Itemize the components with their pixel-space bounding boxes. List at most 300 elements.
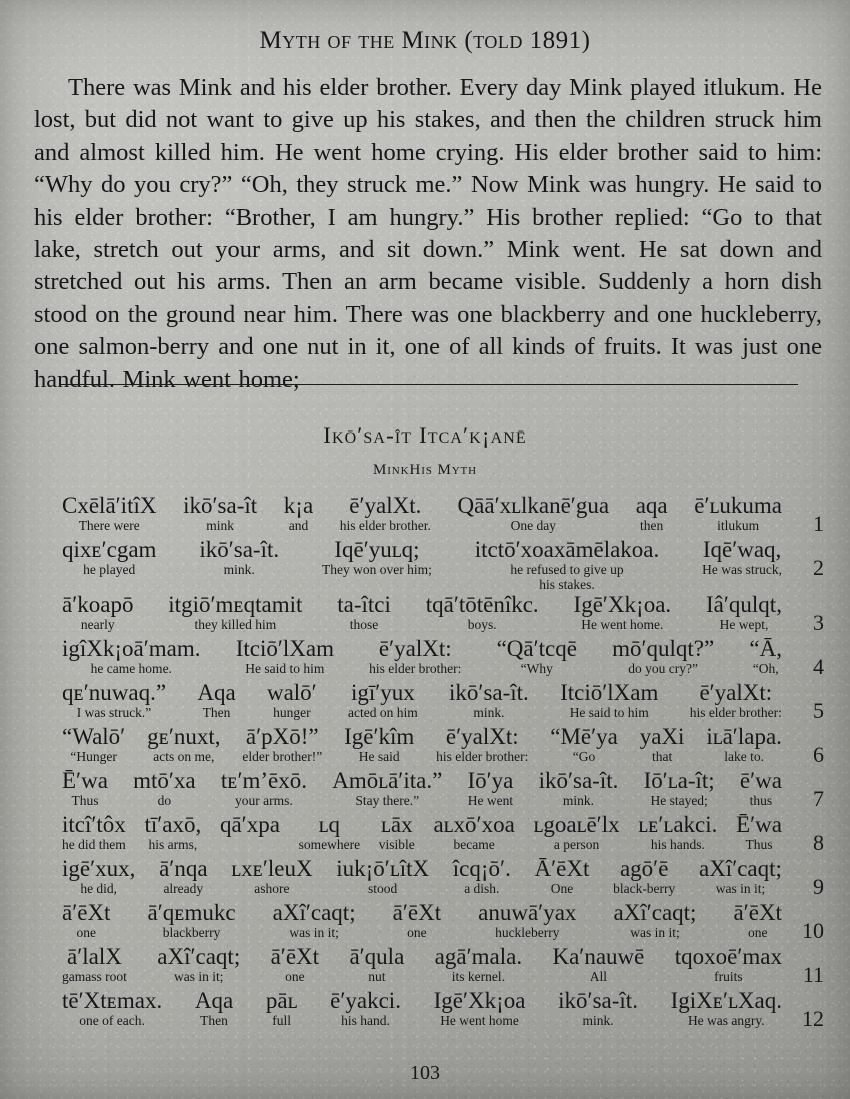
- interlinear-word: [367, 636, 463, 677]
- native-word: ikō′sa-ît.: [558, 988, 638, 1014]
- english-gloss: one: [407, 925, 427, 941]
- interlinear-word: [219, 768, 309, 809]
- native-word: ʟq: [318, 812, 341, 838]
- english-gloss: He said to him: [569, 705, 649, 721]
- english-gloss: then: [640, 518, 664, 534]
- interlinear-word: [346, 680, 420, 721]
- native-word: anuwā′yax: [478, 900, 577, 926]
- interlinear-word: [338, 493, 433, 534]
- english-gloss: a dish.: [464, 881, 500, 897]
- native-word: IgiXᴇ′ʟXaq.: [670, 988, 782, 1014]
- interlinear-word: [704, 592, 784, 633]
- interlinear-word: [181, 493, 259, 534]
- interlinear-line: [60, 537, 824, 592]
- interlinear-word: [391, 900, 443, 941]
- english-gloss: gamass root: [62, 969, 127, 985]
- interlinear-line: [60, 592, 824, 636]
- native-word: yaXi: [639, 724, 685, 750]
- interlinear-cells: [60, 900, 784, 941]
- english-gloss: fruits: [714, 969, 743, 985]
- native-word: tē′Xtᴇmax.: [62, 988, 163, 1014]
- interlinear-word: [572, 592, 674, 633]
- native-word: Iō′ʟa-ît;: [643, 768, 715, 794]
- interlinear-word: [556, 988, 640, 1029]
- english-gloss: nut: [368, 969, 386, 985]
- english-gloss: that: [651, 749, 673, 765]
- native-word: ā′ēXt: [270, 944, 320, 970]
- interlinear-line: [60, 768, 824, 812]
- native-word: ā′ēXt: [733, 900, 782, 926]
- native-word: tᴇ′m’ēxō.: [220, 768, 307, 794]
- interlinear-word: [700, 537, 784, 578]
- interlinear-word: [558, 680, 660, 721]
- interlinear-word: [60, 900, 112, 941]
- native-word: igîXk¡oā′mam.: [62, 636, 201, 662]
- native-word: ʟxᴇ′leuX: [231, 856, 313, 882]
- native-word: ē′yalXt:: [445, 724, 519, 750]
- line-number: 11: [802, 962, 824, 988]
- english-gloss: mink.: [223, 562, 255, 578]
- body-paragraph-text: There was Mink and his elder brother. Every day Mink played itlukum. He lost, but did not want to give up his stakes, and then the children struck him and almost killed him. He went home crying. His elder brother said to him: “Why do you cry?” “Oh, they struck me.” Now Mink was hungry. He said to his elder brother: “Brother, I am hungry.” His brother replied: “Go to that lake, stretch out your arms, and sit down.” Mink went. He sat down and stretched out his arms. Then an arm became visible. Suddenly a horn dish stood on the ground near him. There was one blackberry and one huckleberry, one salmon-berry and one nut in it, one of all kinds of fruits. It was just one handful. Mink went home;: [34, 74, 822, 393]
- english-gloss: blackberry: [162, 925, 221, 941]
- native-word: ē′wa: [739, 768, 782, 794]
- english-gloss: one of each.: [79, 1013, 145, 1029]
- english-gloss: was in it;: [173, 969, 224, 985]
- native-word: îcq¡ō′.: [452, 856, 511, 882]
- english-gloss: He stayed;: [650, 793, 708, 809]
- line-number: 1: [813, 511, 824, 537]
- english-gloss: thus: [749, 793, 773, 809]
- running-head: [0, 0, 850, 55]
- native-word: ta-îtci: [337, 592, 391, 618]
- interlinear-word: [335, 592, 393, 633]
- english-gloss: its kernel.: [451, 969, 505, 985]
- english-gloss: nearly: [80, 617, 115, 633]
- english-gloss: and: [288, 518, 309, 534]
- english-gloss: visible: [378, 837, 415, 853]
- interlinear-cells: [60, 680, 784, 721]
- native-word: ikō′sa-ît: [183, 493, 258, 519]
- interlinear-word: [265, 680, 319, 721]
- interlinear-line: [60, 944, 824, 988]
- interlinear-word: [157, 856, 209, 897]
- english-gloss: his elder brother:: [436, 749, 529, 765]
- english-gloss: full: [272, 1013, 292, 1029]
- native-word: ā′qᴇmukc: [147, 900, 236, 926]
- native-word: ikō′sa-ît.: [199, 537, 280, 563]
- native-word: qᴇ′nuwaq.”: [62, 680, 167, 706]
- english-gloss: was in it;: [715, 881, 766, 897]
- interlinear-cells: [60, 768, 784, 809]
- native-word: aXî′caqt;: [272, 900, 356, 926]
- interlinear-word: [612, 900, 699, 941]
- native-word: ʟāx: [380, 812, 413, 838]
- english-gloss: his arms,: [148, 837, 198, 853]
- english-gloss: mink.: [582, 1013, 614, 1029]
- native-word: Igē′Xk¡oa: [433, 988, 526, 1014]
- interlinear-word: [704, 724, 784, 765]
- interlinear-word: [60, 636, 203, 677]
- english-gloss: hunger: [273, 705, 311, 721]
- english-gloss: He was angry.: [687, 1013, 765, 1029]
- interlinear-word: [424, 592, 541, 633]
- interlinear-word: [195, 680, 237, 721]
- native-word: agō′ē: [619, 856, 669, 882]
- english-gloss: his elder brother:: [689, 705, 782, 721]
- interlinear-word: [60, 944, 129, 985]
- interlinear-word: [432, 988, 528, 1029]
- native-word: Ē′wa: [736, 812, 782, 838]
- line-number: 5: [813, 698, 824, 724]
- interlinear-word: [434, 724, 530, 765]
- interlinear-word: [264, 988, 300, 1029]
- interlinear-text-block: [0, 493, 850, 1032]
- interlinear-word: [320, 537, 434, 578]
- line-number: 3: [813, 610, 824, 636]
- native-word: Aqa: [197, 680, 236, 706]
- interlinear-word: [738, 768, 784, 809]
- native-word: ē′ʟukuma: [694, 493, 782, 519]
- interlinear-word: [60, 537, 158, 578]
- interlinear-word: [60, 724, 127, 765]
- english-gloss: stood: [368, 881, 398, 897]
- english-gloss: Thus: [745, 837, 773, 853]
- interlinear-word: [347, 944, 406, 985]
- interlinear-word: [532, 812, 622, 853]
- native-word: ē′yalXt:: [378, 636, 452, 662]
- line-number: 7: [813, 786, 824, 812]
- interlinear-word: [234, 636, 336, 677]
- interlinear-word: [692, 493, 784, 534]
- page-number-text: 103: [410, 1062, 440, 1084]
- interlinear-word: [60, 680, 168, 721]
- english-gloss: Stay there.”: [355, 793, 420, 809]
- interlinear-line: [60, 812, 824, 856]
- interlinear-word: [282, 493, 315, 534]
- interlinear-word: [495, 636, 579, 677]
- interlinear-word: [747, 636, 784, 677]
- line-number: 6: [813, 742, 824, 768]
- interlinear-word: [433, 944, 524, 985]
- english-gloss: your arms.: [235, 793, 293, 809]
- interlinear-word: [60, 812, 128, 853]
- english-gloss: he refused to give up his stakes.: [510, 562, 624, 592]
- english-gloss: One: [550, 881, 574, 897]
- native-word: igī′yux: [350, 680, 415, 706]
- native-word: agā′mala.: [434, 944, 523, 970]
- native-word: ā′koapō: [62, 592, 134, 618]
- english-gloss: his hand.: [341, 1013, 390, 1029]
- line-number: 2: [813, 555, 824, 581]
- native-word: ē′yalXt:: [699, 680, 773, 706]
- interlinear-word: [638, 724, 687, 765]
- native-word: k¡a: [283, 493, 314, 519]
- english-gloss: one: [76, 925, 96, 941]
- interlinear-word: [60, 988, 164, 1029]
- interlinear-word: [240, 724, 324, 765]
- native-word: ʟgoaʟē′lx: [533, 812, 620, 838]
- line-number: 4: [813, 654, 824, 680]
- interlinear-word: [636, 812, 719, 853]
- english-gloss: “Go: [572, 749, 596, 765]
- english-gloss: He wept,: [719, 617, 769, 633]
- english-gloss: “Why: [520, 661, 553, 677]
- native-word: Iqē′waq,: [702, 537, 782, 563]
- english-gloss: itlukum: [717, 518, 760, 534]
- interlinear-word: [155, 944, 242, 985]
- native-word: ikō′sa-ît.: [449, 680, 529, 706]
- native-word: Igē′Xk¡oa.: [573, 592, 672, 618]
- interlinear-word: [476, 900, 578, 941]
- english-gloss: his elder brother.: [339, 518, 431, 534]
- interlinear-line: [60, 493, 824, 537]
- interlinear-word: [473, 537, 661, 592]
- native-word: ikō′sa-ît.: [538, 768, 619, 794]
- interlinear-word: [146, 900, 238, 941]
- native-word: aXî′caqt;: [613, 900, 697, 926]
- english-gloss: Then: [202, 705, 231, 721]
- native-word: Aqa: [194, 988, 234, 1014]
- interlinear-cells: [60, 493, 784, 534]
- interlinear-word: [642, 768, 717, 809]
- english-gloss: All: [589, 969, 608, 985]
- interlinear-word: [451, 856, 513, 897]
- english-gloss: Then: [200, 1013, 228, 1029]
- english-gloss: do you cry?”: [628, 661, 699, 677]
- native-word: tqoxoē′max: [674, 944, 782, 970]
- native-word: tqā′tōtēnîkc.: [425, 592, 539, 618]
- interlinear-line: [60, 856, 824, 900]
- native-word: Ā′ēXt: [534, 856, 590, 882]
- english-gloss: one: [285, 969, 305, 985]
- interlinear-word: [673, 944, 784, 985]
- native-word: qā′xpa: [219, 812, 280, 838]
- section-title: [0, 423, 850, 449]
- english-gloss: already: [163, 881, 204, 897]
- interlinear-word: [447, 680, 531, 721]
- interlinear-cells: [60, 856, 784, 897]
- interlinear-cells: [60, 592, 784, 633]
- interlinear-word: [60, 493, 158, 534]
- interlinear-word: [218, 812, 282, 838]
- interlinear-word: [342, 724, 416, 765]
- interlinear-cells: [60, 636, 784, 677]
- native-word: ā′pXō!”: [245, 724, 319, 750]
- interlinear-word: [271, 900, 358, 941]
- native-word: ʟᴇ′ʟakci.: [638, 812, 718, 838]
- english-gloss: huckleberry: [495, 925, 560, 941]
- english-gloss: I was struck.”: [76, 705, 152, 721]
- interlinear-word: [688, 680, 784, 721]
- page-number: [0, 1062, 850, 1085]
- native-word: ā′ēXt: [392, 900, 442, 926]
- english-gloss: they killed him: [194, 617, 277, 633]
- interlinear-cells: [60, 944, 784, 985]
- native-word: aqa: [635, 493, 668, 519]
- interlinear-word: [197, 537, 281, 578]
- line-number: 12: [802, 1006, 824, 1032]
- interlinear-word: [166, 592, 304, 633]
- running-head-text: Myth of the Mink (told 1891): [259, 27, 591, 54]
- english-gloss: elder brother!”: [242, 749, 323, 765]
- english-gloss: He went home: [440, 1013, 519, 1029]
- native-word: Itciō′lXam: [235, 636, 334, 662]
- english-gloss: He was struck,: [702, 562, 782, 578]
- interlinear-cells: [60, 724, 784, 765]
- interlinear-word: [330, 768, 444, 809]
- english-gloss: his hands.: [650, 837, 705, 853]
- native-word: ē′yakci.: [330, 988, 401, 1014]
- english-gloss: mink: [206, 518, 234, 534]
- native-word: Amōʟā′ita.”: [332, 768, 443, 794]
- english-gloss: he came home.: [90, 661, 172, 677]
- body-paragraph: [34, 72, 822, 396]
- native-word: mō′qulqt?”: [612, 636, 715, 662]
- native-word: Ē′wa: [62, 768, 108, 794]
- native-word: ē′yalXt.: [349, 493, 422, 519]
- interlinear-word: [377, 812, 417, 853]
- native-word: itcî′tôx: [62, 812, 126, 838]
- interlinear-word: [697, 856, 784, 897]
- english-gloss: he did them: [62, 837, 126, 853]
- native-word: gᴇ′nuxt,: [147, 724, 221, 750]
- english-gloss: Thus: [71, 793, 99, 809]
- native-word: Iō′ya: [467, 768, 514, 794]
- native-word: igē′xux,: [62, 856, 136, 882]
- interlinear-cells: [60, 988, 784, 1029]
- interlinear-word: [60, 768, 110, 809]
- section-subtitle-text: MinkHis Myth: [373, 462, 477, 479]
- interlinear-word: [610, 636, 716, 677]
- native-word: iuk¡ō′ʟîtX: [336, 856, 430, 882]
- english-gloss: his elder brother:: [369, 661, 462, 677]
- english-gloss: black-berry: [613, 881, 676, 897]
- english-gloss: One day: [510, 518, 556, 534]
- english-gloss: boys.: [467, 617, 497, 633]
- interlinear-word: [548, 724, 620, 765]
- english-gloss: those: [349, 617, 379, 633]
- english-gloss: He went: [467, 793, 514, 809]
- native-word: mtō′xa: [133, 768, 196, 794]
- interlinear-word: [734, 812, 784, 853]
- native-word: pāʟ: [265, 988, 298, 1014]
- english-gloss: mink.: [562, 793, 595, 809]
- interlinear-cells: [60, 812, 784, 853]
- english-gloss: He went home.: [581, 617, 664, 633]
- english-gloss: acts on me,: [153, 749, 215, 765]
- interlinear-word: [193, 988, 235, 1029]
- native-word: iʟā′lapa.: [706, 724, 782, 750]
- english-gloss: acted on him: [348, 705, 418, 721]
- section-subtitle: [0, 462, 850, 479]
- interlinear-line: [60, 900, 824, 944]
- interlinear-word: [145, 724, 222, 765]
- native-word: itgiō′mᴇqtamit: [168, 592, 303, 618]
- english-gloss: he played: [83, 562, 136, 578]
- interlinear-word: [60, 856, 137, 897]
- native-word: ā′ēXt: [62, 900, 111, 926]
- native-word: Iqē′yuʟq;: [334, 537, 420, 563]
- interlinear-word: [143, 812, 204, 853]
- english-gloss: “Oh,: [752, 661, 779, 677]
- english-gloss: “Hunger: [70, 749, 117, 765]
- interlinear-word: [550, 944, 646, 985]
- english-gloss: There were: [78, 518, 140, 534]
- native-word: “Walō′: [62, 724, 126, 750]
- interlinear-line: [60, 988, 824, 1032]
- interlinear-word: [60, 592, 135, 633]
- interlinear-line: [60, 636, 824, 680]
- interlinear-word: [131, 768, 198, 809]
- english-gloss: He said to him: [245, 661, 325, 677]
- english-gloss: mink.: [473, 705, 505, 721]
- native-word: “Mē′ya: [550, 724, 618, 750]
- native-word: Ka′nauwē: [552, 944, 645, 970]
- line-number: 10: [802, 918, 824, 944]
- native-word: Cxēlā′itîX: [62, 493, 157, 519]
- interlinear-word: [669, 988, 784, 1029]
- interlinear-word: [611, 856, 677, 897]
- interlinear-word: [334, 856, 431, 897]
- interlinear-word: [269, 944, 321, 985]
- interlinear-word: [533, 856, 592, 897]
- english-gloss: was in it;: [289, 925, 339, 941]
- section-divider-rule: [60, 384, 798, 385]
- english-gloss: a person: [553, 837, 600, 853]
- interlinear-cells: [60, 537, 784, 592]
- native-word: Itciō′lXam: [560, 680, 659, 706]
- interlinear-word: [537, 768, 621, 809]
- english-gloss: He said: [358, 749, 400, 765]
- interlinear-word: [465, 768, 515, 809]
- english-gloss: was in it;: [630, 925, 680, 941]
- interlinear-word: [732, 900, 784, 941]
- english-gloss: They won over him;: [322, 562, 432, 578]
- native-word: walō′: [266, 680, 317, 706]
- native-word: aXî′caqt;: [698, 856, 782, 882]
- english-gloss: ashore: [254, 881, 290, 897]
- interlinear-word: [328, 988, 403, 1029]
- english-gloss: somewhere: [298, 837, 361, 853]
- native-word: itctō′xoaxāmēlakoa.: [474, 537, 660, 563]
- interlinear-word: [229, 856, 314, 897]
- interlinear-line: [60, 680, 824, 724]
- english-gloss: became: [453, 837, 495, 853]
- native-word: qixᴇ′cgam: [62, 537, 157, 563]
- english-gloss: lake to.: [724, 749, 764, 765]
- native-word: Iâ′qulqt,: [706, 592, 782, 618]
- english-gloss: do: [157, 793, 172, 809]
- native-word: ā′qula: [349, 944, 405, 970]
- native-word: aXî′caqt;: [157, 944, 241, 970]
- native-word: ā′nqa: [159, 856, 208, 882]
- section-title-text: Ikō′sa-ît Itca′k¡anē: [323, 423, 527, 449]
- interlinear-word: [634, 493, 670, 534]
- line-number: 9: [813, 874, 824, 900]
- native-word: aʟxō′xoa: [433, 812, 515, 838]
- interlinear-line: [60, 724, 824, 768]
- native-word: Igē′kîm: [344, 724, 415, 750]
- interlinear-word: [431, 812, 516, 853]
- interlinear-word: [297, 812, 362, 853]
- native-word: ā′lalX: [67, 944, 122, 970]
- native-word: “Ā,: [749, 636, 782, 662]
- interlinear-word: [456, 493, 612, 534]
- native-word: tī′axō,: [144, 812, 202, 838]
- english-gloss: one: [747, 925, 768, 941]
- native-word: “Qā′tcqē: [496, 636, 577, 662]
- english-gloss: he did,: [80, 881, 118, 897]
